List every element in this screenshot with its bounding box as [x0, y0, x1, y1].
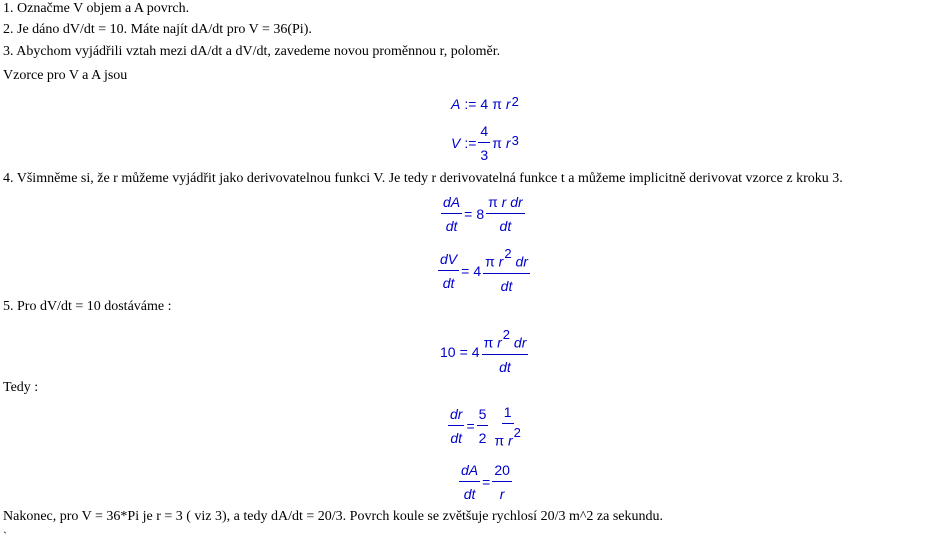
formulas-intro: Vzorce pro V a A jsou [3, 68, 128, 83]
derivative-volume: $\frac{dV}{dt}$ = 4 $\frac{\pi r^2 dr}{dt}$ [440, 246, 528, 294]
formula-area: A := 4 π r $^2$ [451, 93, 519, 112]
formula-volume: V := $\frac{4}{3}$ π r $^3$ [451, 123, 519, 163]
tedy-text: Tedy : [3, 380, 39, 395]
step-3-text: 3. Abychom vyjádřili vztah mezi dA/dt a dV/dt, zavedeme novou proměnnou r, poloměr. [3, 44, 501, 59]
step-1-text: 1. Označme V objem a A povrch. [3, 1, 190, 16]
equation-dr-dt: $\frac{dr}{dt}$ = $\frac{5}{2}$ $\frac{1}{\pi r^2}$ [450, 404, 521, 449]
step-5-text: 5. Pro dV/dt = 10 dostáváme : [3, 299, 172, 314]
text-cursor: ` [3, 529, 7, 543]
step-2-text: 2. Je dáno dV/dt = 10. Máte najít dA/dt pro V = 36(Pi). [3, 22, 312, 37]
derivative-area: $\frac{dA}{dt}$ = 8 $\frac{\text{π r dr}}{dt}$ [443, 194, 523, 234]
equation-da-dt: $\frac{dA}{dt}$ = $\frac{20}{r}$ [461, 462, 510, 502]
final-conclusion: Nakonec, pro V = 36*Pi je r = 3 ( viz 3), a tedy dA/dt = 20/3. Povrch koule se zvětšuje rychlosí 20/3 m^2 za sekundu. [3, 509, 664, 524]
equation-substituted: 10 = 4 $\frac{\pi r^2 dr}{dt}$ [440, 327, 527, 375]
step-4-text: 4. Všimněme si, že r můžeme vyjádřit jako derivovatelnou funkci V. Je tedy r derivovatelná funkce t a můžeme implicitně derivovat vzorce z kroku 3. [3, 171, 843, 186]
